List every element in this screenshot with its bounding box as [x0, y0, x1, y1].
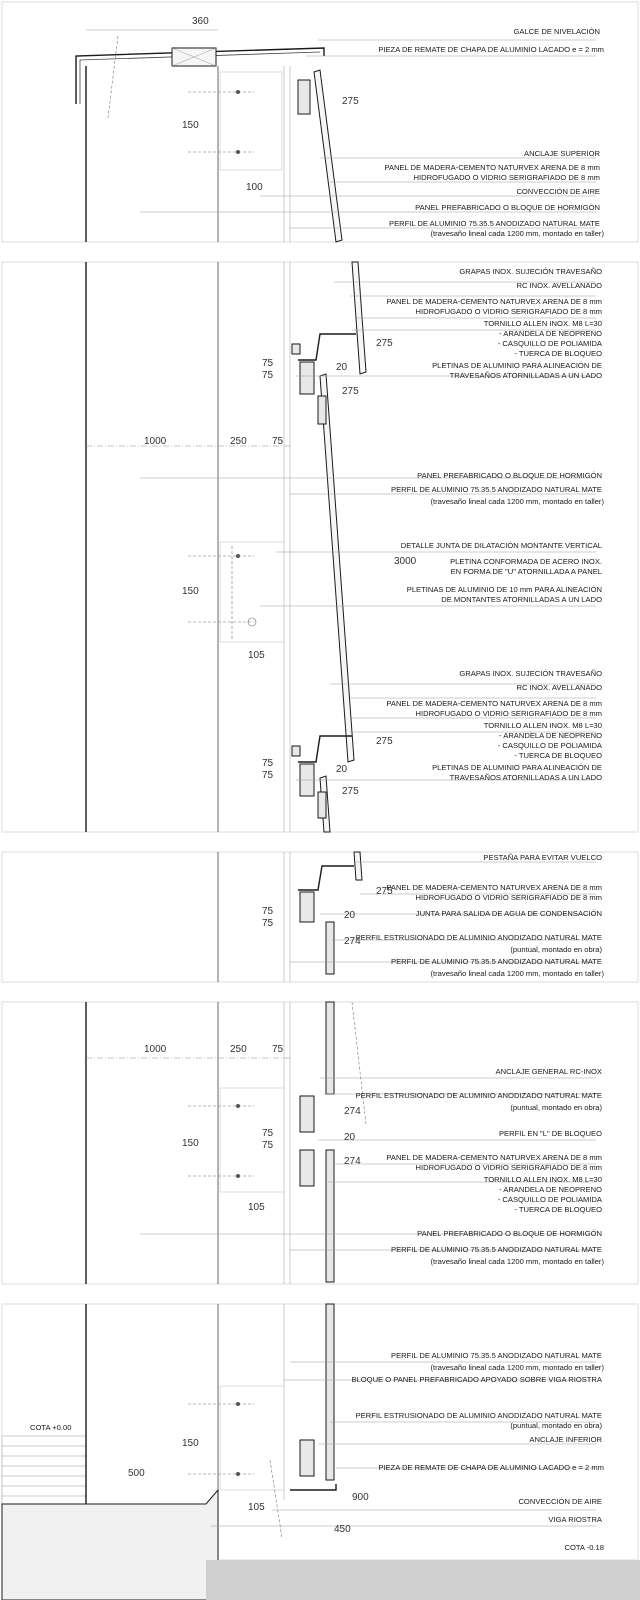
label-extruded: PERFIL ESTRUSIONADO DE ALUMINIO ANODIZADO NATURAL MATE: [355, 933, 602, 942]
label-bushing: - CASQUILLO DE POLIAMIDA: [497, 339, 602, 348]
label-panel-alt: HIDROFUGADO O VIDRIO SERIGRAFIADO DE 8 mm: [415, 1163, 602, 1172]
label-extruded-note: (puntual, montado en obra): [510, 1103, 602, 1112]
label-washer: - ARANDELA DE NEOPRENO: [499, 1185, 602, 1194]
label-l-profile: PERFIL EN "L" DE BLOQUEO: [498, 1129, 602, 1138]
bolt-head: [236, 554, 240, 558]
dim-275: 275: [376, 736, 393, 747]
section-5-base: [2, 1304, 640, 1600]
joint-plate: [220, 542, 284, 642]
dim-150: 150: [182, 1438, 199, 1449]
dim-274: 274: [344, 936, 361, 947]
dim-275: 275: [376, 338, 393, 349]
dim-75: 75: [262, 770, 274, 781]
label-plates-2: TRAVESAÑOS ATORNILLADAS A UN LADO: [449, 371, 602, 380]
label-allen-bolt: TORNILLO ALLEN INOX. M8 L=30: [483, 319, 602, 328]
dim-150: 150: [182, 1138, 199, 1149]
label-profile-note: (travesaño lineal cada 1200 mm, montado en taller): [430, 229, 604, 238]
dim-274: 274: [344, 1156, 361, 1167]
dim-100: 100: [246, 182, 263, 193]
tie-beam: [2, 1490, 218, 1600]
label-extruded-note: (puntual, montado en obra): [510, 1421, 602, 1430]
label-tie-beam: VIGA RIOSTRA: [548, 1515, 602, 1524]
label-mullion-plates: PLETINAS DE ALUMINIO DE 10 mm PARA ALINEACIÓN: [406, 585, 602, 594]
label-mullion-plates-2: DE MONTANTES ATORNILLADAS A UN LADO: [441, 595, 602, 604]
label-panel: PANEL DE MADERA-CEMENTO NATURVEX ARENA DE 8 mm: [386, 699, 602, 708]
dim-20: 20: [344, 910, 356, 921]
label-profile: PERFIL DE ALUMINIO 75.35.5 ANODIZADO NATURAL MATE: [389, 219, 600, 228]
dim-75: 75: [262, 1140, 274, 1151]
dim-20: 20: [344, 1132, 356, 1143]
aluminium-profile: [300, 1096, 314, 1132]
label-panel-alt: HIDROFUGADO O VIDRIO SERIGRAFIADO DE 8 mm: [415, 307, 602, 316]
label-extruded: PERFIL ESTRUSIONADO DE ALUMINIO ANODIZADO NATURAL MATE: [355, 1411, 602, 1420]
label-block-on-beam: BLOQUE O PANEL PREFABRICADO APOYADO SOBRE VIGA RIOSTRA: [351, 1375, 602, 1384]
label-profile: PERFIL DE ALUMINIO 75.35.5 ANODIZADO NATURAL MATE: [391, 1245, 602, 1254]
bolt-head: [236, 90, 240, 94]
label-air: CONVECCIÓN DE AIRE: [518, 1497, 602, 1506]
label-condensation: JUNTA PARA SALIDA DE AGUA DE CONDENSACIÓN: [415, 909, 602, 918]
label-panel-alt: HIDROFUGADO O VIDRIO SERIGRAFIADO DE 8 mm: [415, 893, 602, 902]
label-profile: PERFIL DE ALUMINIO 75.35.5 ANODIZADO NATURAL MATE: [391, 957, 602, 966]
dim-75: 75: [272, 1044, 284, 1055]
label-extruded-note: (puntual, montado en obra): [510, 945, 602, 954]
drip-line: [270, 1460, 282, 1538]
label-washer: - ARANDELA DE NEOPRENO: [499, 731, 602, 740]
dim-75: 75: [262, 758, 274, 769]
dim-250: 250: [230, 436, 247, 447]
dim-900: 900: [352, 1492, 369, 1503]
extruded-profile: [326, 1150, 334, 1282]
bolt-head: [236, 1104, 240, 1108]
dim-275: 275: [342, 96, 359, 107]
label-coping: PIEZA DE REMATE DE CHAPA DE ALUMINIO LACADO e = 2 mm: [378, 45, 604, 54]
label-concrete-panel: PANEL PREFABRICADO O BLOQUE DE HORMIGÓN: [415, 203, 600, 212]
dim-75: 75: [262, 906, 274, 917]
label-u-plate-2: EN FORMA DE "U" ATORNILLADA A PANEL: [450, 567, 602, 576]
label-concrete-panel: PANEL PREFABRICADO O BLOQUE DE HORMIGÓN: [417, 1229, 602, 1238]
aluminium-profile: [300, 1440, 314, 1476]
crossbar-clip: [298, 736, 352, 762]
bolt-head: [236, 1402, 240, 1406]
alignment-plate: [292, 344, 300, 354]
dim-75: 75: [262, 370, 274, 381]
label-allen-bolt: TORNILLO ALLEN INOX. M8 L=30: [483, 1175, 602, 1184]
anchor-plate: [220, 72, 282, 170]
aluminium-profile: [298, 80, 310, 114]
label-lower-anchor: ANCLAJE INFERIOR: [529, 1435, 602, 1444]
label-panel-alt: HIDROFUGADO O VIDRIO SERIGRAFIADO DE 8 mm: [415, 709, 602, 718]
label-profile: PERFIL DE ALUMINIO 75.35.5 ANODIZADO NATURAL MATE: [391, 1351, 602, 1360]
label-panel: PANEL DE MADERA-CEMENTO NATURVEX ARENA DE 8 mm: [386, 297, 602, 306]
label-countersunk: RC INOX. AVELLANADO: [516, 281, 602, 290]
label-plates-2: TRAVESAÑOS ATORNILLADAS A UN LADO: [449, 773, 602, 782]
label-air: CONVECCIÓN DE AIRE: [516, 187, 600, 196]
label-allen-bolt: TORNILLO ALLEN INOX. M8 L=30: [483, 721, 602, 730]
dim-75: 75: [272, 436, 284, 447]
dim-250: 250: [230, 1044, 247, 1055]
label-u-plate: PLETINA CONFORMADA DE ACERO INOX.: [450, 557, 602, 566]
label-panel: PANEL DE MADERA-CEMENTO NATURVEX ARENA DE 8 mm: [384, 163, 600, 172]
label-profile-note: (travesaño lineal cada 1200 mm, montado en taller): [430, 1257, 604, 1266]
dim-75: 75: [262, 918, 274, 929]
crossbar-clip: [298, 334, 356, 360]
dim-275: 275: [342, 786, 359, 797]
label-profile-note: (travesaño lineal cada 1200 mm, montado en taller): [430, 969, 604, 978]
label-plates: PLETINAS DE ALUMINIO PARA ALINEACIÓN DE: [432, 361, 602, 370]
dim-274: 274: [344, 1106, 361, 1117]
anti-tip-flange: [298, 866, 354, 890]
facade-panel: [354, 852, 362, 880]
label-concrete-panel: PANEL PREFABRICADO O BLOQUE DE HORMIGÓN: [417, 471, 602, 480]
dim-150: 150: [182, 120, 199, 131]
label-bushing: - CASQUILLO DE POLIAMIDA: [497, 741, 602, 750]
facade-panel: [320, 374, 354, 762]
label-washer: - ARANDELA DE NEOPRENO: [499, 329, 602, 338]
section-4-general-anchor: [2, 1002, 638, 1284]
dim-1000: 1000: [144, 1044, 167, 1055]
dim-75: 75: [262, 358, 274, 369]
label-panel-alt: HIDROFUGADO O VIDRIO SERIGRAFIADO DE 8 mm: [413, 173, 600, 182]
aluminium-profile: [300, 892, 314, 922]
dim-3000: 3000: [394, 556, 417, 567]
label-joint-detail: DETALLE JUNTA DE DILATACIÓN MONTANTE VERTICAL: [400, 541, 602, 550]
dim-20: 20: [336, 362, 348, 373]
extruded-profile: [326, 1002, 334, 1094]
dim-75: 75: [262, 1128, 274, 1139]
label-locknut: - TUERCA DE BLOQUEO: [514, 349, 602, 358]
section-4-frame: [2, 1002, 638, 1284]
label-anti-tip: PESTAÑA PARA EVITAR VUELCO: [483, 853, 602, 862]
label-upper-anchor: ANCLAJE SUPERIOR: [524, 149, 600, 158]
label-coping: PIEZA DE REMATE DE CHAPA DE ALUMINIO LACADO e = 2 mm: [378, 1463, 604, 1472]
extruded-profile: [326, 922, 334, 974]
label-extruded: PERFIL ESTRUSIONADO DE ALUMINIO ANODIZADO NATURAL MATE: [355, 1091, 602, 1100]
drip-line: [108, 36, 118, 118]
label-panel: PANEL DE MADERA-CEMENTO NATURVEX ARENA DE 8 mm: [386, 1153, 602, 1162]
dim-500: 500: [128, 1468, 145, 1479]
label-profile: PERFIL DE ALUMINIO 75.35.5 ANODIZADO NATURAL MATE: [391, 485, 602, 494]
label-countersunk: RC INOX. AVELLANADO: [516, 683, 602, 692]
anchor-plate: [220, 1386, 284, 1490]
dim-105: 105: [248, 1502, 265, 1513]
alignment-plate: [292, 746, 300, 756]
ground-fill: [206, 1560, 640, 1600]
anchor-plate: [220, 1088, 284, 1192]
label-panel: PANEL DE MADERA-CEMENTO NATURVEX ARENA DE 8 mm: [386, 883, 602, 892]
aluminium-profile: [318, 396, 326, 424]
label-bushing: - CASQUILLO DE POLIAMIDA: [497, 1195, 602, 1204]
label-level-minus: COTA -0.18: [564, 1543, 604, 1552]
bolt-head: [236, 150, 240, 154]
label-general-anchor: ANCLAJE GENERAL RC-INOX: [495, 1067, 602, 1076]
dim-275: 275: [376, 886, 393, 897]
label-clips: GRAPAS INOX. SUJECIÓN TRAVESAÑO: [459, 669, 602, 678]
aluminium-profile: [300, 1150, 314, 1186]
extruded-profile: [326, 1304, 334, 1480]
dim-20: 20: [336, 764, 348, 775]
label-locknut: - TUERCA DE BLOQUEO: [514, 1205, 602, 1214]
dim-105: 105: [248, 1202, 265, 1213]
facade-panel: [314, 70, 342, 242]
label-locknut: - TUERCA DE BLOQUEO: [514, 751, 602, 760]
annotations: [30, 16, 604, 1552]
dim-105: 105: [248, 650, 265, 661]
base-coping: [290, 1484, 336, 1490]
dim-1000: 1000: [144, 436, 167, 447]
bolt-head: [236, 1472, 240, 1476]
label-level-zero: COTA +0.00: [30, 1423, 72, 1432]
dim-360: 360: [192, 16, 209, 27]
dim-450: 450: [334, 1524, 351, 1535]
label-profile-note: (travesaño lineal cada 1200 mm, montado en taller): [430, 497, 604, 506]
dim-150: 150: [182, 586, 199, 597]
aluminium-profile: [300, 362, 314, 394]
bolt-head: [236, 1174, 240, 1178]
label-clips: GRAPAS INOX. SUJECIÓN TRAVESAÑO: [459, 267, 602, 276]
label-profile-note: (travesaño lineal cada 1200 mm, montado en taller): [430, 1363, 604, 1372]
label-plates: PLETINAS DE ALUMINIO PARA ALINEACIÓN DE: [432, 763, 602, 772]
aluminium-profile: [318, 792, 326, 818]
label-levelling-wedge: GALCE DE NIVELACIÓN: [513, 27, 600, 36]
dim-275: 275: [342, 386, 359, 397]
